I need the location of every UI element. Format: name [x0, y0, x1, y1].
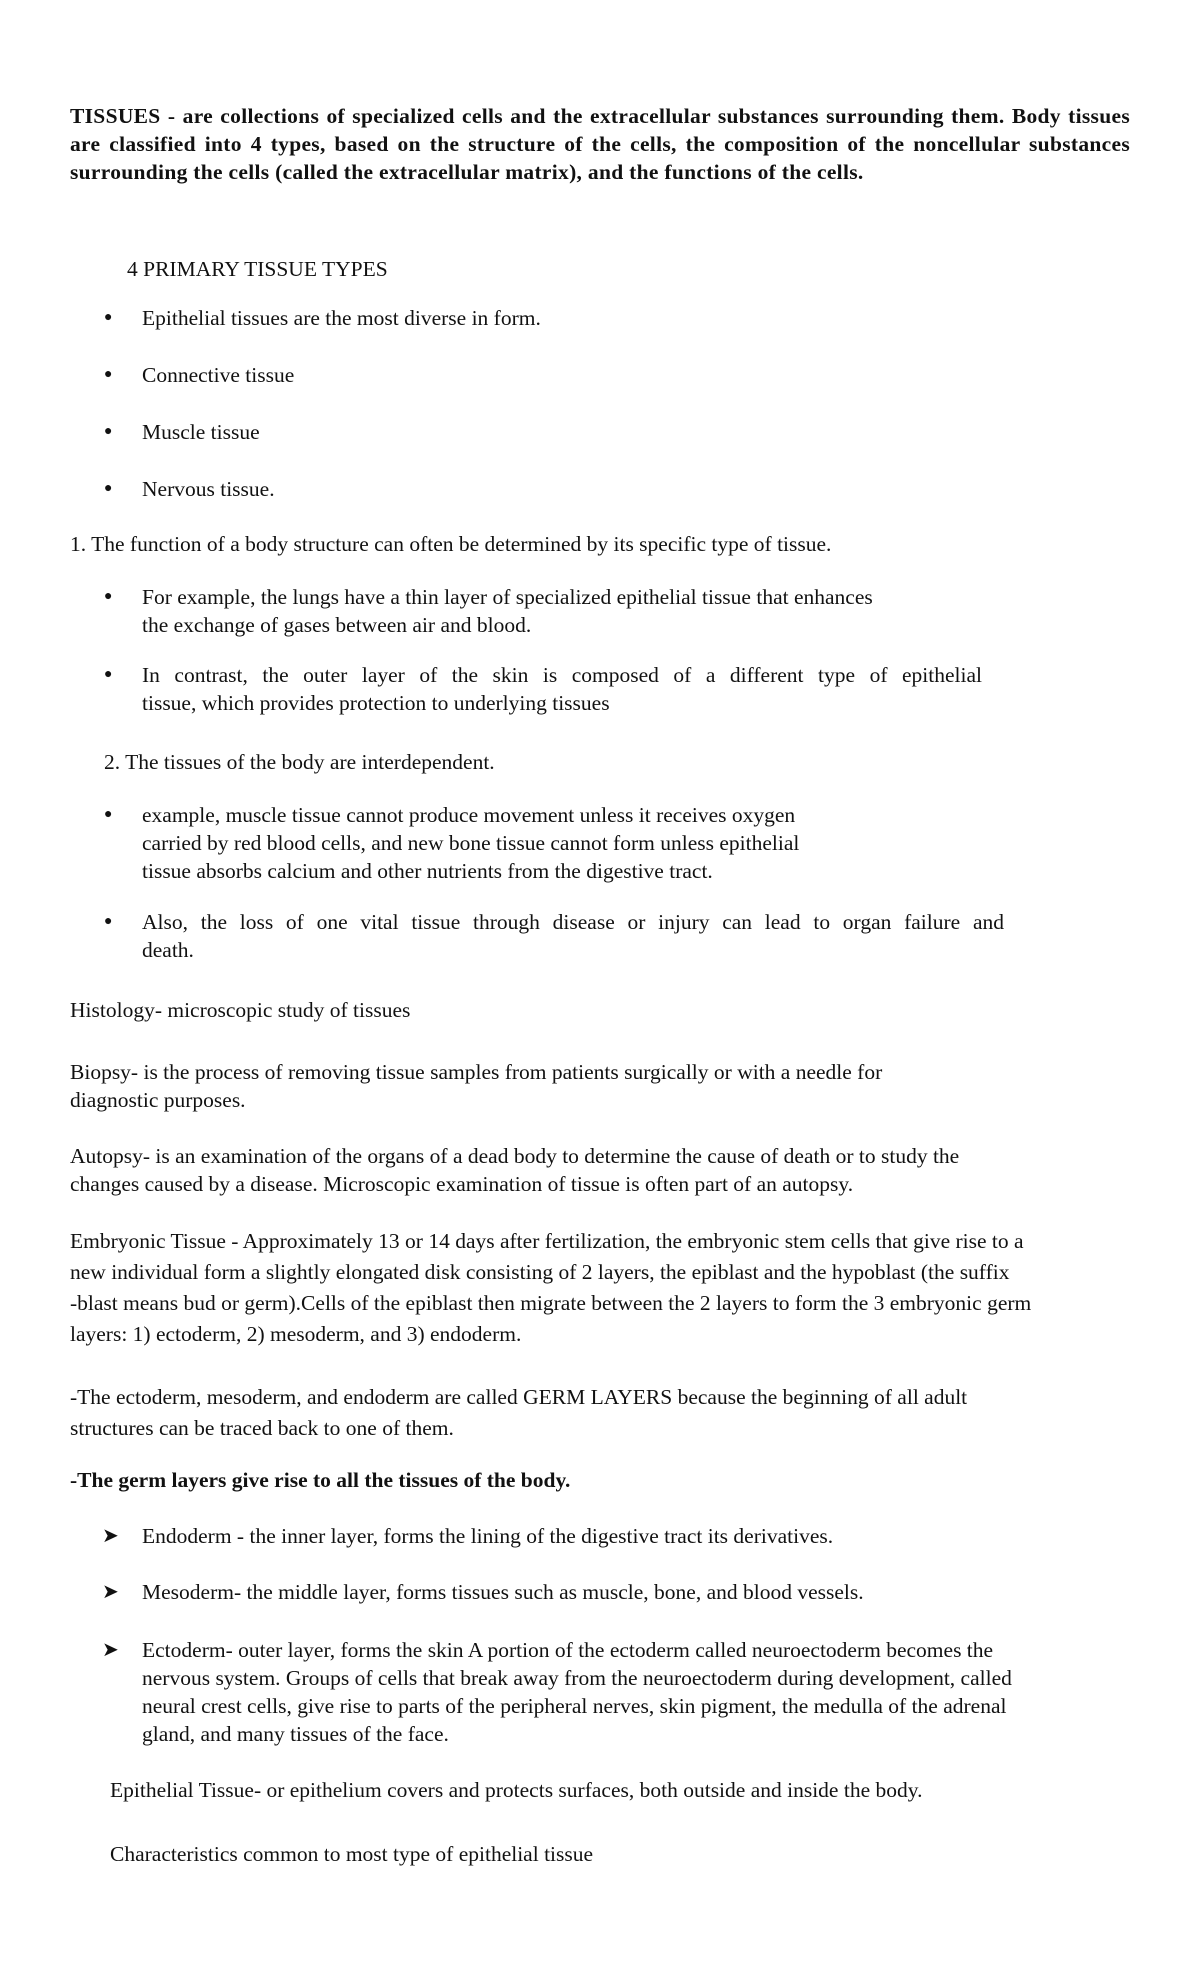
germ-layer-item: Endoderm - the inner layer, forms the lining of the digestive tract its derivatives. [142, 1524, 834, 1548]
biopsy-definition: Biopsy- is the process of removing tissue samples from patients surgically or with a needle for diagnostic purposes. [70, 1060, 883, 1112]
bullet-icon: ● [104, 310, 113, 325]
embryonic-tissue-paragraph: Embryonic Tissue - Approximately 13 or 14 days after fertilization, the embryonic stem cells that give rise to a new individual form a slightly elongated disk consisting of 2 layers, the epiblast and the hypoblast (the suffix -blast means bud or germ).Cells of the epiblast then migrate between the 2 layers to form the 3 embryonic germ layers: 1) ectoderm, 2) mesoderm, and 3) endoderm. [70, 1229, 1032, 1346]
tissue-types-heading: 4 PRIMARY TISSUE TYPES [127, 257, 388, 281]
bullet-icon: ● [104, 424, 113, 439]
point-1-bullet: In contrast, the outer layer of the skin is composed of a different type of epithelial tissue, which provides protection to underlying tissues [142, 663, 982, 715]
arrow-bullet-icon: ➤ [102, 1581, 119, 1603]
point-1-bullet: For example, the lungs have a thin layer of specialized epithelial tissue that enhances the exchange of gases between air and blood. [142, 585, 873, 637]
point-2-bullet: example, muscle tissue cannot produce movement unless it receives oxygen carried by red blood cells, and new bone tissue cannot form unless epithelial tissue absorbs calcium and other nutrients from the digestive tract. [142, 803, 800, 883]
tissue-type-item: Connective tissue [142, 363, 295, 387]
epithelial-characteristics-heading: Characteristics common to most type of epithelial tissue [110, 1842, 594, 1866]
germ-layers-bold-statement: -The germ layers give rise to all the tissues of the body. [70, 1468, 571, 1492]
germ-layer-item: Ectoderm- outer layer, forms the skin A portion of the ectoderm called neuroectoderm becomes the nervous system. Groups of cells that break away from the neuroectoderm during development, called neural crest cells, give rise to parts of the peripheral nerves, skin pigment, the medulla of the adrenal gland, and many tissues of the face. [142, 1638, 1012, 1746]
histology-definition: Histology- microscopic study of tissues [70, 998, 411, 1022]
autopsy-definition: Autopsy- is an examination of the organs of a dead body to determine the cause of death or to study the changes caused by a disease. Microscopic examination of tissue is often part of an autopsy. [70, 1144, 960, 1196]
tissue-type-item: Epithelial tissues are the most diverse in form. [142, 306, 541, 330]
bullet-icon: ● [104, 807, 113, 822]
intro-paragraph: TISSUES - are collections of specialized cells and the extracellular substances surrounding them. Body tissues are classified into 4 types, based on the structure of the cells, the composition of the noncellular substances surrounding the cells (called the extracellular matrix), and the functions of the cells. [70, 104, 1130, 184]
point-1: 1. The function of a body structure can often be determined by its specific type of tissue. [70, 532, 832, 556]
bullet-icon: ● [104, 481, 113, 496]
point-2: 2. The tissues of the body are interdependent. [104, 750, 495, 774]
tissue-type-item: Nervous tissue. [142, 477, 275, 501]
germ-layer-item: Mesoderm- the middle layer, forms tissues such as muscle, bone, and blood vessels. [142, 1580, 864, 1604]
bullet-icon: ● [104, 367, 113, 382]
point-2-bullet: Also, the loss of one vital tissue through disease or injury can lead to organ failure and death. [142, 910, 1004, 962]
arrow-bullet-icon: ➤ [102, 1639, 119, 1661]
bullet-icon: ● [104, 589, 113, 604]
bullet-icon: ● [104, 667, 113, 682]
epithelial-tissue-definition: Epithelial Tissue- or epithelium covers and protects surfaces, both outside and inside the body. [110, 1778, 923, 1802]
germ-layers-paragraph: -The ectoderm, mesoderm, and endoderm are called GERM LAYERS because the beginning of all adult structures can be traced back to one of them. [70, 1385, 968, 1440]
arrow-bullet-icon: ➤ [102, 1525, 119, 1547]
tissue-type-item: Muscle tissue [142, 420, 260, 444]
bullet-icon: ● [104, 914, 113, 929]
